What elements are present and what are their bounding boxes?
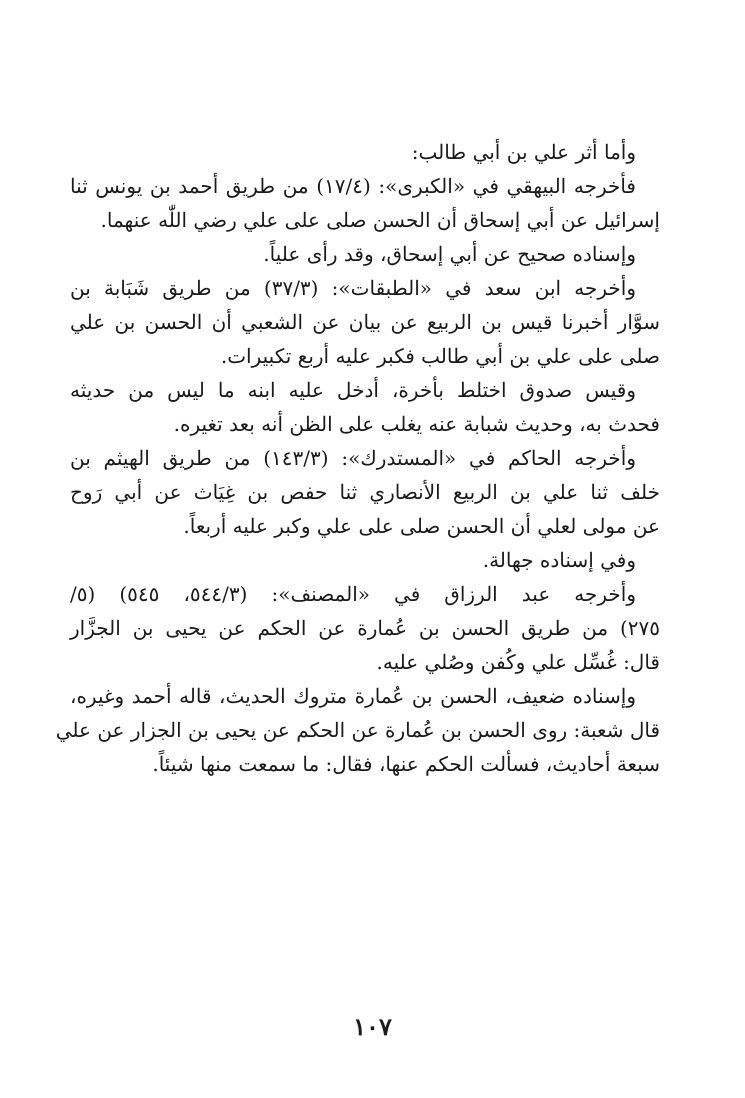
page-number: ١٠٧	[353, 1012, 392, 1041]
text-line: وأما أثر علي بن أبي طالب:	[411, 140, 636, 164]
text-line: فأخرجه البيهقي في «الكبرى»: (١٧/٤) من طريق أحمد بن يونس ثنا	[70, 174, 636, 198]
text-line: سوَّار أخبرنا قيس بن الربيع عن بيان عن الشعبي أن الحسن بن علي	[70, 310, 660, 334]
text-line: وقيس صدوق اختلط بأخرة، أدخل عليه ابنه ما ليس من حديثه	[70, 378, 636, 402]
text-line: وأخرجه الحاكم في «المستدرك»: (١٤٣/٣) من طريق الهيثم بن	[70, 446, 636, 470]
text-line: فحدث به، وحديث شبابة عنه يغلب على الظن أنه بعد تغيره.	[173, 412, 660, 436]
text-line: وإسناده صحيح عن أبي إسحاق، وقد رأى علياً.	[263, 242, 636, 266]
text-line: سبعة أحاديث، فسألت الحكم عنها، فقال: ما سمعت منها شيئاً.	[152, 752, 660, 776]
text-line: قال شعبة: روى الحسن بن عُمارة عن الحكم عن يحيى بن الجزار عن علي	[55, 718, 660, 742]
text-line: وإسناده ضعيف، الحسن بن عُمارة متروك الحديث، قاله أحمد وغيره،	[70, 684, 636, 708]
text-line: وأخرجه ابن سعد في «الطبقات»: (٣٧/٣) من طريق شَبَابة بن	[70, 276, 636, 300]
text-line: ٢٧٥) من طريق الحسن بن عُمارة عن الحكم عن يحيى بن الجزَّار	[70, 616, 660, 640]
text-line: إسرائيل عن أبي إسحاق أن الحسن صلى على علي رضي اللّٰه عنهما.	[100, 208, 660, 232]
text-line: صلى على علي بن أبي طالب فكبر عليه أربع تكبيرات.	[220, 344, 660, 368]
text-line: وأخرجه عبد الرزاق في «المصنف»: (٥٤٤/٣، ٥٤٥) (٥/	[70, 582, 636, 606]
text-line: وفي إسناده جهالة.	[482, 548, 636, 572]
page-body	[55, 135, 660, 781]
text-line: خلف ثنا علي بن الربيع الأنصاري ثنا حفص بن غِيَاث عن أبي رَوح	[70, 480, 660, 504]
text-line: عن مولى لعلي أن الحسن صلى على علي وكبر عليه أربعاً.	[183, 514, 660, 538]
text-line: قال: غُسِّل علي وكُفن وصُلي عليه.	[376, 650, 660, 674]
